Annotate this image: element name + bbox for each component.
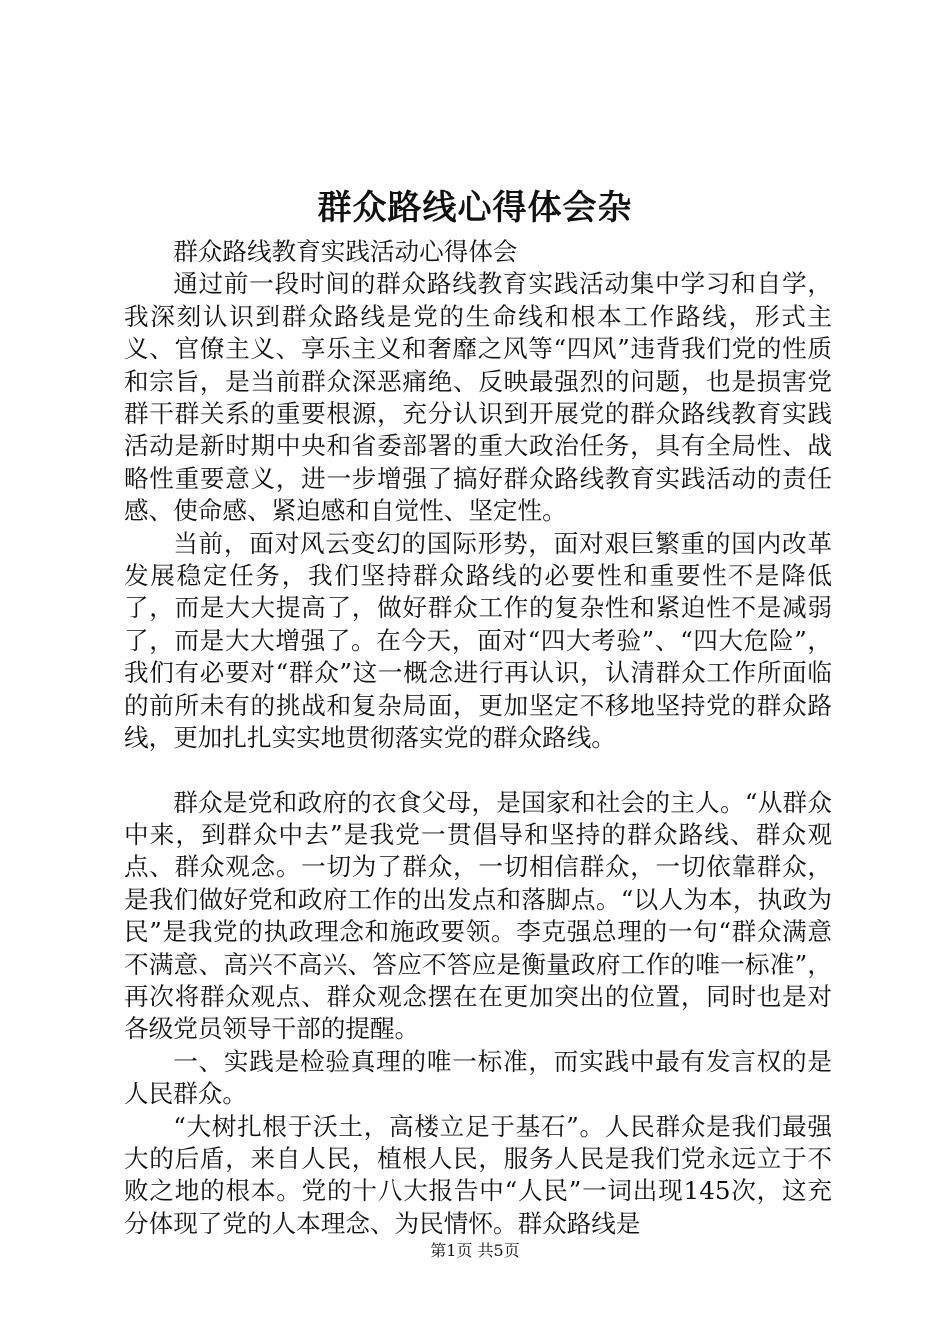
paragraph: 当前，面对风云变幻的国际形势，面对艰巨繁重的国内改革发展稳定任务，我们坚持群众路线的必要性和重要性不是降低了，而是大大提高了，做好群众工作的复杂性和紧迫性不是减弱了，而是大大增强了。在今天，面对“四大考验”、“四大危险”，我们有必要对“群众”这一概念进行再认识，认清群众工作所面临的前所未有的挑战和复杂局面，更加坚定不移地坚持党的群众路线，更加扎扎实实地贯彻落实党的群众路线。 bbox=[124, 528, 832, 753]
page-footer: 第1页 共5页 bbox=[430, 1241, 520, 1260]
paragraph: “大树扎根于沃土，高楼立足于基石”。人民群众是我们最强大的后盾，来自人民，植根人民，服务人民是我们党永远立于不败之地的根本。党的十八大报告中“人民”一词出现145次，这充分体现了党的人本理念、为民情怀。群众路线是 bbox=[124, 1111, 832, 1238]
document-body bbox=[124, 236, 832, 1240]
section-heading: 一、实践是检验真理的唯一标准，而实践中最有发言权的是人民群众。 bbox=[124, 1046, 832, 1109]
paragraph: 群众是党和政府的衣食父母，是国家和社会的主人。“从群众中来，到群众中去”是我党一贯倡导和坚持的群众路线、群众观点、群众观念。一切为了群众，一切相信群众，一切依靠群众，是我们做好党和政府工作的出发点和落脚点。“以人为本，执政为民”是我党的执政理念和施政要领。李克强总理的一句“群众满意不满意、高兴不高兴、答应不答应是衡量政府工作的唯一标准”，再次将群众观点、群众观念摆在在更加突出的位置，同时也是对各级党员领导干部的提醒。 bbox=[124, 787, 832, 1044]
paragraph: 通过前一段时间的群众路线教育实践活动集中学习和自学，我深刻认识到群众路线是党的生命线和根本工作路线，形式主义、官僚主义、享乐主义和奢靡之风等“四风”违背我们党的性质和宗旨，是当前群众深恶痛绝、反映最强烈的问题，也是损害党群干群关系的重要根源，充分认识到开展党的群众路线教育实践活动是新时期中央和省委部署的重大政治任务，具有全局性、战略性重要意义，进一步增强了搞好群众路线教育实践活动的责任感、使命感、紧迫感和自觉性、坚定性。 bbox=[124, 269, 832, 526]
paragraph-subtitle: 群众路线教育实践活动心得体会 bbox=[173, 237, 518, 266]
document-title: 群众路线心得体会杂 bbox=[317, 188, 633, 228]
